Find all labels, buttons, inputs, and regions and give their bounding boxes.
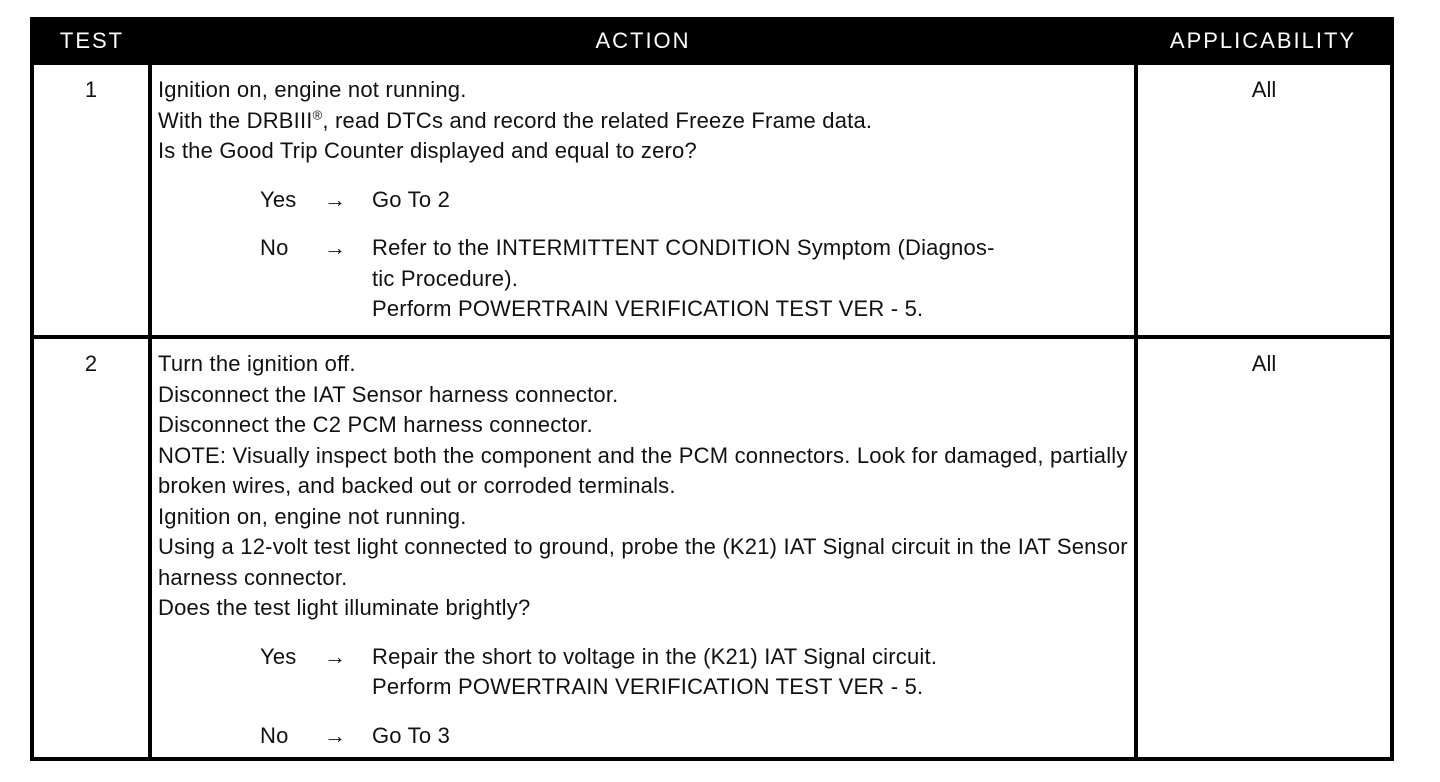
answer-line: tic Procedure). (372, 265, 519, 291)
step-text-part: With the DRBIII (158, 107, 313, 133)
answer-line: Perform POWERTRAIN VERIFICATION TEST VER - 5. (372, 296, 924, 321)
answer-yes (260, 185, 1128, 216)
header-action: ACTION (150, 19, 1136, 63)
note-text: NOTE: Visually inspect both the component and the PCM connectors. Look for damaged, partially broken wires, and backed out or corroded terminals. (158, 442, 1128, 498)
answer-no (260, 233, 1128, 325)
answer-line: Refer to the INTERMITTENT CONDITION Symptom (Diagnos- (372, 235, 995, 260)
step-text: Disconnect the IAT Sensor harness connector. (158, 381, 619, 407)
step-text (158, 106, 1128, 137)
header-applicability: APPLICABILITY (1136, 19, 1392, 63)
step-text: Using a 12-volt test light connected to ground, probe the (K21) IAT Signal circuit in the IAT Sensor harness connector. (158, 534, 1128, 590)
table-header-row (32, 19, 1392, 63)
action-cell (150, 63, 1136, 337)
answer-label: No (260, 722, 289, 748)
applicability-value: All (1136, 63, 1392, 337)
answer-label: Yes (260, 643, 297, 669)
answer-line: Repair the short to voltage in the (K21) IAT Signal circuit. (372, 643, 938, 669)
answer-yes (260, 642, 1128, 703)
answer-body (372, 185, 1128, 216)
table-row (32, 63, 1392, 337)
test-number: 1 (32, 63, 150, 337)
applicability-value: All (1136, 337, 1392, 759)
test-number: 2 (32, 337, 150, 759)
answer-no (260, 721, 1128, 752)
step-text: Ignition on, engine not running. (158, 77, 467, 102)
answer-line: Perform POWERTRAIN VERIFICATION TEST VER - 5. (372, 674, 924, 699)
step-text: Turn the ignition off. (158, 351, 356, 376)
registered-mark: ® (312, 107, 323, 123)
table-row (32, 337, 1392, 759)
answer-label: Yes (260, 186, 297, 212)
step-text: Is the Good Trip Counter displayed and equal to zero? (158, 138, 697, 163)
arrow-right-icon: → (324, 722, 347, 748)
answer-label: No (260, 235, 289, 260)
answer-line: Go To 3 (372, 722, 451, 748)
arrow-right-icon: → (324, 643, 347, 669)
answer-body (372, 233, 1128, 325)
answer-body (372, 642, 1128, 703)
step-text: Ignition on, engine not running. (158, 503, 467, 529)
step-text-part: , read DTCs and record the related Freeze Frame data. (322, 107, 873, 133)
answer-line: Go To 2 (372, 186, 451, 212)
arrow-right-icon: → (324, 186, 347, 212)
step-text: Disconnect the C2 PCM harness connector. (158, 412, 593, 437)
header-test: TEST (32, 19, 150, 63)
action-cell (150, 337, 1136, 759)
arrow-right-icon: → (324, 235, 347, 260)
answer-body (372, 721, 1128, 752)
diagnostic-test-table (30, 17, 1394, 761)
step-text: Does the test light illuminate brightly? (158, 595, 531, 620)
